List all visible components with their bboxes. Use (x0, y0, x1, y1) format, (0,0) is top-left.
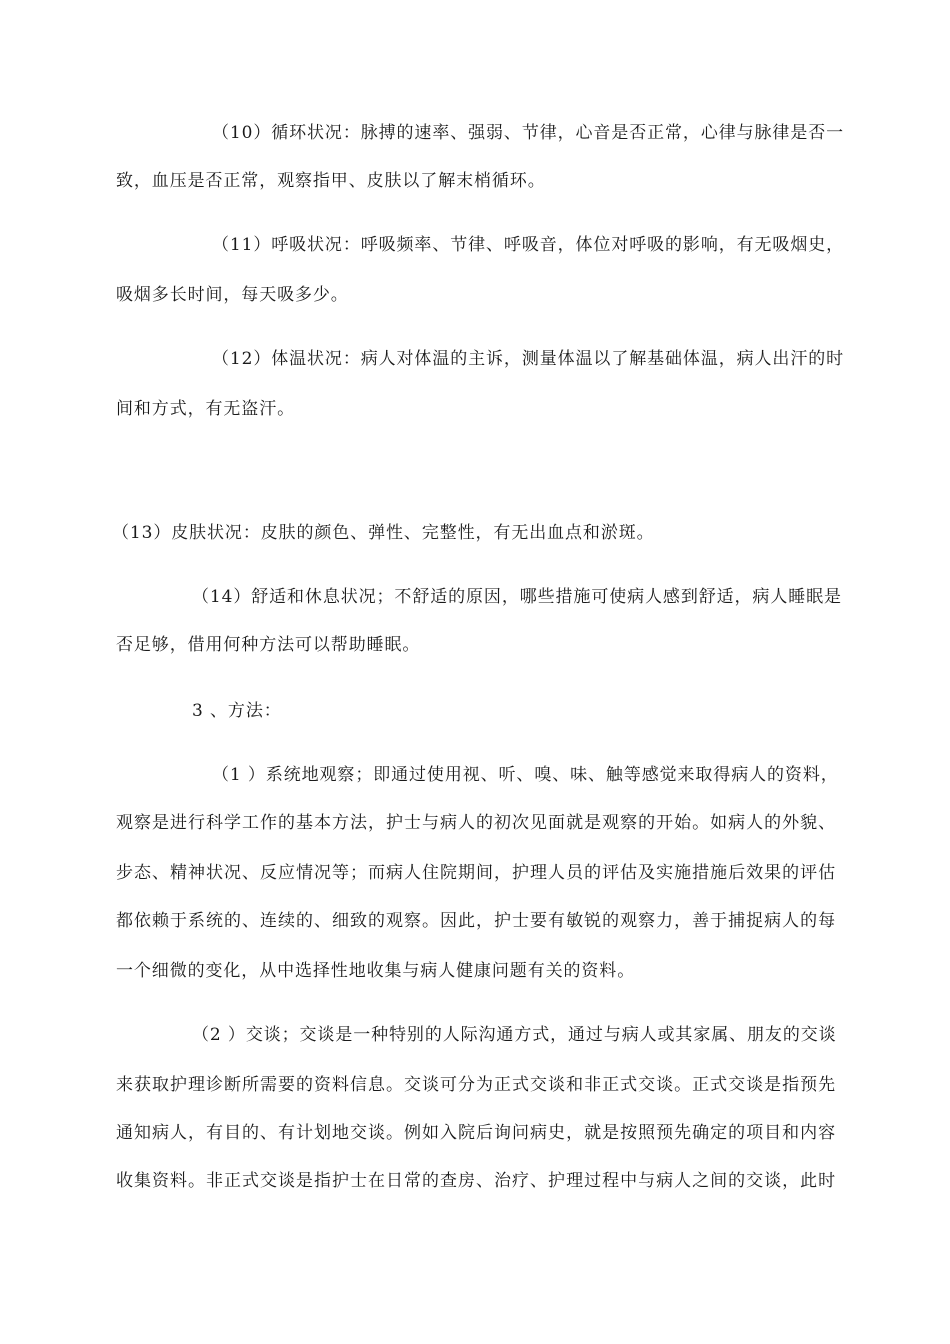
text-line: （14）舒适和休息状况；不舒适的原因，哪些措施可使病人感到舒适，病人睡眠是 (192, 587, 842, 607)
text-line: 观察是进行科学工作的基本方法，护士与病人的初次见面就是观察的开始。如病人的外貌、 (116, 813, 836, 833)
text-line: （12）体温状况：病人对体温的主诉，测量体温以了解基础体温，病人出汗的时 (212, 349, 845, 369)
text-line: 间和方式，有无盗汗。 (116, 399, 295, 419)
text-line: （2 ）交谈；交谈是一种特别的人际沟通方式，通过与病人或其家属、朋友的交谈 (192, 1025, 837, 1045)
text-line: 来获取护理诊断所需要的资料信息。交谈可分为正式交谈和非正式交谈。正式交谈是指预先 (116, 1075, 836, 1095)
text-line: （11）呼吸状况：呼吸频率、节律、呼吸音，体位对呼吸的影响，有无吸烟史， (212, 235, 845, 255)
section-heading: 3 、方法： (192, 701, 282, 721)
text-line: （1 ）系统地观察；即通过使用视、听、嗅、味、触等感觉来取得病人的资料， (212, 765, 839, 785)
text-line: 否足够，借用何种方法可以帮助睡眠。 (116, 635, 421, 655)
text-line: 都依赖于系统的、连续的、细致的观察。因此，护士要有敏锐的观察力，善于捕捉病人的每 (116, 911, 836, 931)
text-line: 吸烟多长时间，每天吸多少。 (116, 285, 349, 305)
text-line: （13）皮肤状况：皮肤的颜色、弹性、完整性，有无出血点和淤斑。 (112, 523, 655, 543)
text-line: （10）循环状况：脉搏的速率、强弱、节律，心音是否正常，心律与脉律是否一 (212, 123, 845, 143)
text-line: 致，血压是否正常，观察指甲、皮肤以了解末梢循环。 (116, 171, 546, 191)
text-line: 步态、精神状况、反应情况等；而病人住院期间，护理人员的评估及实施措施后效果的评估 (116, 863, 836, 883)
text-line: 收集资料。非正式交谈是指护士在日常的查房、治疗、护理过程中与病人之间的交谈，此时 (116, 1171, 836, 1191)
text-line: 通知病人，有目的、有计划地交谈。例如入院后询问病史，就是按照预先确定的项目和内容 (116, 1123, 836, 1143)
text-line: 一个细微的变化，从中选择性地收集与病人健康问题有关的资料。 (116, 961, 636, 981)
